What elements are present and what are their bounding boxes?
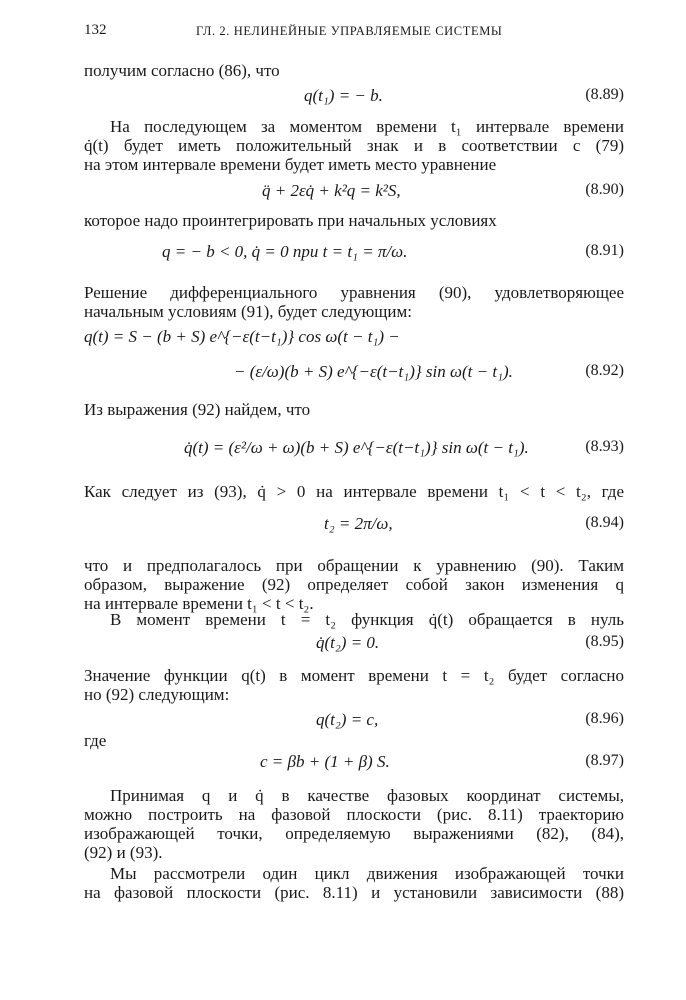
equation-number: (8.97)	[585, 752, 624, 769]
equation-number: (8.89)	[585, 86, 624, 103]
running-title: ГЛ. 2. НЕЛИНЕЙНЫЕ УПРАВЛЯЕМЫЕ СИСТЕМЫ	[196, 24, 503, 38]
text-line: Из выражения (92) найдем, что	[84, 400, 311, 419]
equation-number: (8.92)	[585, 362, 624, 379]
equation-number: (8.93)	[585, 438, 624, 455]
paragraph-9	[84, 666, 624, 704]
paragraph-11	[84, 786, 624, 862]
text-line: Принимая q и q̇ в качестве фазовых координат системы,	[110, 786, 624, 805]
page-header	[84, 22, 624, 42]
equation-body: q̇(t₂) = 0.	[316, 633, 380, 652]
paragraph-5	[84, 400, 624, 419]
text-line: что и предполагалось при обращении к уравнению (90). Таким	[84, 556, 624, 575]
equation-number: (8.91)	[585, 242, 624, 259]
text-line: (92) и (93).	[84, 843, 163, 862]
text-line: изображающей точки, определяемую выражениями (82), (84),	[84, 824, 624, 843]
equation-8-89	[84, 86, 624, 116]
equation-body: t₂ = 2π/ω,	[324, 514, 393, 533]
equation-body: q̈ + 2εq̇ + k²q = k²S,	[262, 181, 401, 200]
text-line: Как следует из (93), q̇ > 0 на интервале времени t₁ < t < t₂, где	[84, 482, 624, 501]
text-line: на интервале времени t₁ < t < t₂.	[84, 594, 314, 613]
text-line: но (92) следующим:	[84, 685, 230, 704]
equation-number: (8.95)	[585, 633, 624, 650]
paragraph-3	[84, 211, 624, 230]
text-line: на фазовой плоскости (рис. 8.11) и установили зависимости (88)	[84, 883, 624, 902]
text-line: q̇(t) будет иметь положительный знак и в соответствии с (79)	[84, 136, 624, 155]
paragraph-2	[84, 117, 624, 174]
text-line: Решение дифференциального уравнения (90), удовлетворяющее	[84, 283, 624, 302]
text-line: которое надо проинтегрировать при начальных условиях	[84, 211, 497, 230]
equation-body: q̇(t) = (ε²/ω + ω)(b + S) e^{−ε(t−t₁)} sin ω(t − t₁).	[184, 438, 529, 457]
paragraph-6	[84, 482, 624, 501]
equation-8-93	[84, 438, 624, 468]
equation-number: (8.90)	[585, 181, 624, 198]
text-line: можно построить на фазовой плоскости (рис. 8.11) траекторию	[84, 805, 624, 824]
equation-8-91	[84, 242, 624, 272]
equation-body: q(t₁) = − b.	[304, 86, 383, 105]
equation-8-92-line-1	[84, 327, 624, 357]
equation-8-95	[84, 633, 624, 663]
equation-8-90	[84, 181, 624, 211]
paragraph-10	[84, 731, 624, 750]
equation-number: (8.94)	[585, 514, 624, 531]
text-line: где	[84, 731, 107, 750]
text-line: Значение функции q(t) в момент времени t = t₂ будет согласно	[84, 666, 624, 685]
text-line: В момент времени t = t₂ функция q̇(t) обращается в нуль	[110, 610, 624, 629]
text-line: На последующем за моментом времени t₁ интервале времени	[110, 117, 624, 136]
equation-body: q(t₂) = c,	[316, 710, 379, 729]
paragraph-4	[84, 283, 624, 321]
text-line: получим согласно (86), что	[84, 61, 280, 80]
text-line: Мы рассмотрели один цикл движения изображающей точки	[110, 864, 624, 883]
paragraph-7	[84, 556, 624, 613]
page-number: 132	[84, 22, 107, 38]
paragraph-12	[84, 864, 624, 902]
equation-8-97	[84, 752, 624, 782]
equation-8-94	[84, 514, 624, 544]
equation-body: c = βb + (1 + β) S.	[260, 752, 390, 771]
equation-body: q = − b < 0, q̇ = 0 при t = t₁ = π/ω.	[162, 242, 408, 261]
paragraph-1	[84, 61, 624, 80]
text-line: на этом интервале времени будет иметь место уравнение	[84, 155, 497, 174]
equation-8-92-line-2	[84, 362, 624, 392]
equation-body: q(t) = S − (b + S) e^{−ε(t−t₁)} cos ω(t − t₁) −	[84, 327, 400, 346]
paragraph-8	[84, 610, 624, 629]
equation-body: − (ε/ω)(b + S) e^{−ε(t−t₁)} sin ω(t − t₁).	[234, 362, 513, 381]
equation-number: (8.96)	[585, 710, 624, 727]
text-line: образом, выражение (92) определяет собой закон изменения q	[84, 575, 624, 594]
text-line: начальным условиям (91), будет следующим:	[84, 302, 412, 321]
